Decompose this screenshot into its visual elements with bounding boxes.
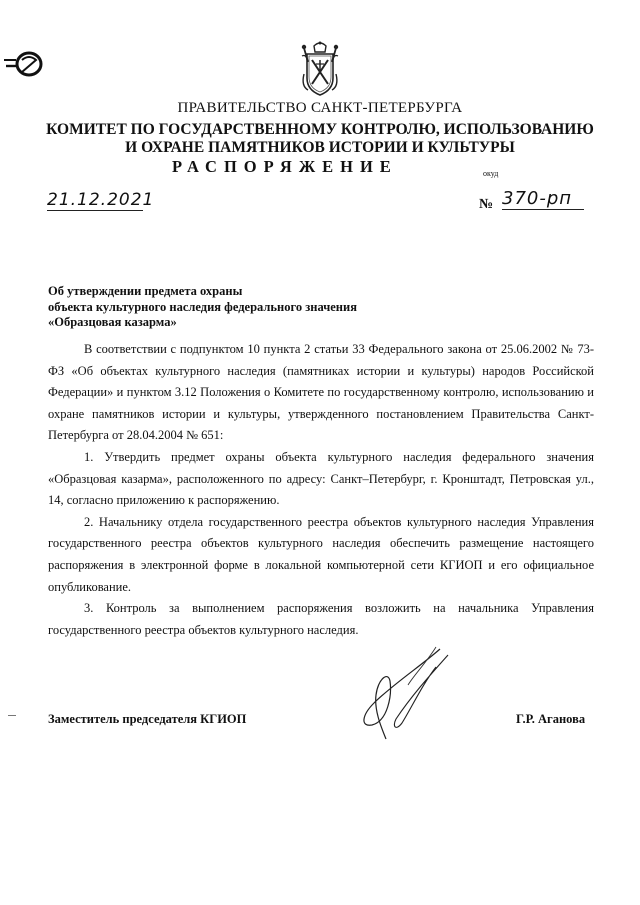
document-date: 21.12.2021 (47, 190, 155, 210)
body-item-3: 3. Контроль за выполнением распоряжения возложить на начальника Управления государственного реестра объектов культурного наследия. (48, 601, 594, 637)
body-item-2: 2. Начальнику отдела государственного реестра объектов культурного наследия Управления государственного реестра объектов культурного наследия обеспечить размещение настоящего распоряжения в электронной форме в локальной компьютерной сети КГИОП и его официальное опубликование. (48, 514, 594, 594)
signer-position: Заместитель председателя КГИОП (48, 712, 247, 726)
handwritten-signature (352, 645, 462, 745)
body-item-1: 1. Утвердить предмет охраны объекта культурного наследия федерального значения «Образцовая казарма», расположенного по адресу: Санкт–Петербург, г. Кронштадт, Петровская ул., 14, согласно приложению к распоряжению. (48, 449, 594, 508)
okud-label: окуд (483, 169, 499, 178)
committee-title-line1: КОМИТЕТ ПО ГОСУДАРСТВЕННОМУ КОНТРОЛЮ, ИСПОЛЬЗОВАНИЮ (46, 121, 594, 138)
signer-name: Г.Р. Аганова (516, 712, 586, 726)
margin-dash (8, 715, 16, 716)
body-intro: В соответствии с подпунктом 10 пункта 2 статьи 33 Федерального закона от 25.06.2002 № 73-ФЗ «Об объектах культурного наследия (памятниках истории и культуры) народов Российской Федерации» и пунктом 3.12 Положения о Комитете по государственному контролю, использованию и охране памятников истории и культуры, утвержденного постановлением Правительства Санкт-Петербурга от 28.04.2004 № 651: (48, 342, 594, 443)
document-subject (48, 284, 357, 331)
subject-line2: объекта культурного наследия федерального значения (48, 299, 357, 314)
subject-line3: «Образцовая казарма» (48, 315, 177, 329)
document-body (48, 339, 594, 641)
government-title: ПРАВИТЕЛЬСТВО САНКТ-ПЕТЕРБУРГА (177, 100, 463, 116)
document-number: 370-рп (502, 189, 584, 210)
committee-title-line2: И ОХРАНЕ ПАМЯТНИКОВ ИСТОРИИ И КУЛЬТУРЫ (125, 139, 515, 156)
subject-line1: Об утверждении предмета охраны (48, 284, 243, 298)
coat-of-arms-icon (298, 40, 342, 98)
document-type: РАСПОРЯЖЕНИЕ (172, 157, 398, 176)
number-label: № (479, 197, 494, 212)
stamp-logo-icon (2, 50, 44, 78)
committee-title (0, 121, 640, 157)
